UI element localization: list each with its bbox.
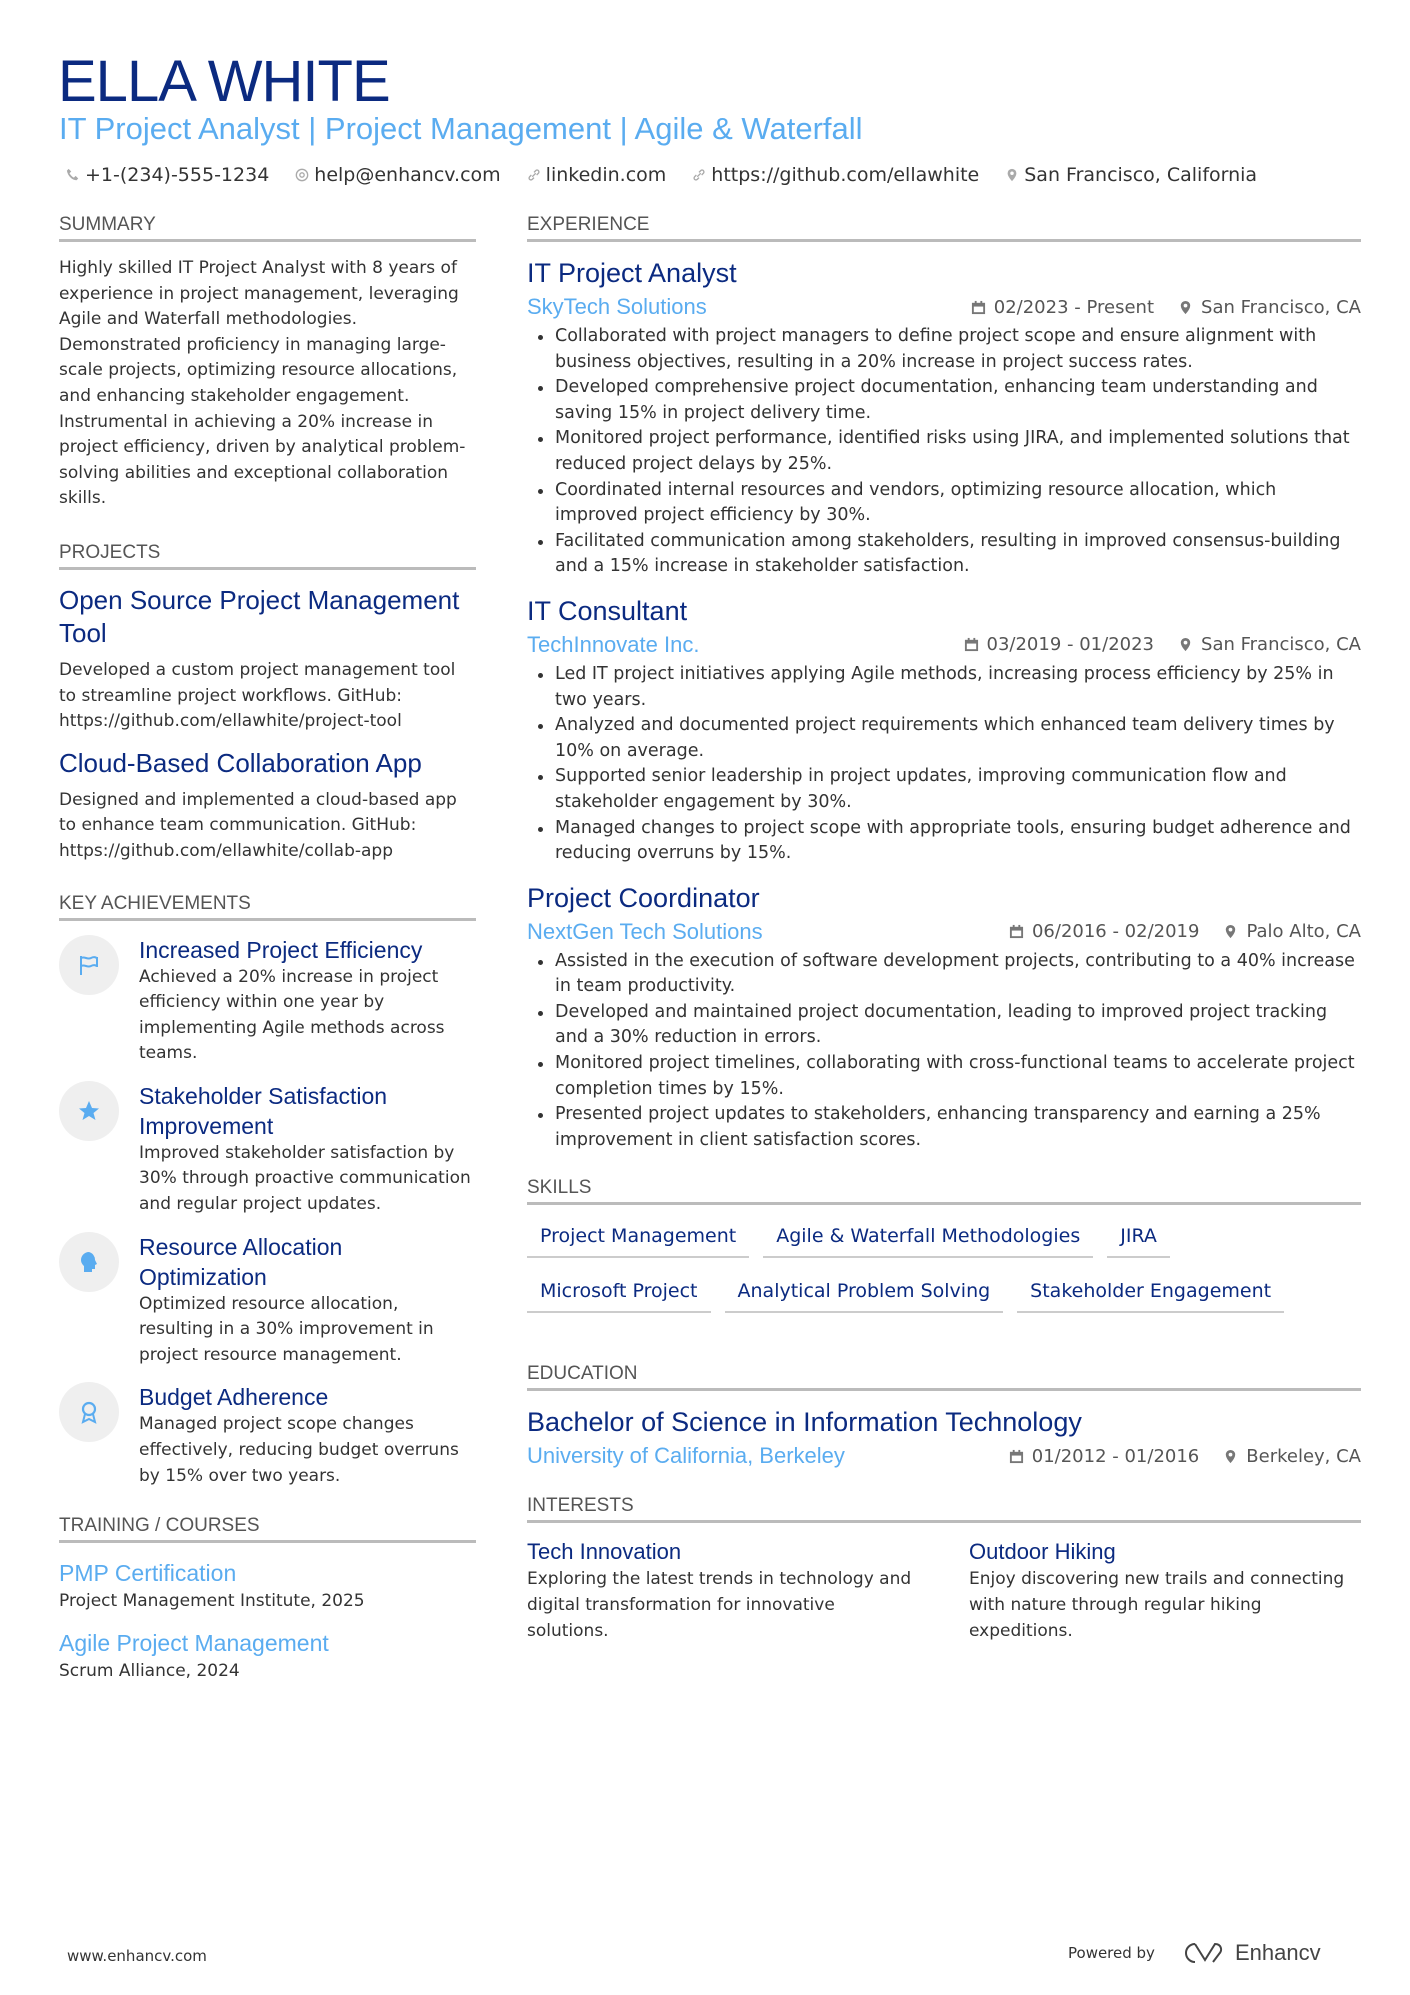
- job-bullet: Assisted in the execution of software development projects, contributing to a 40% increase in team productivity.: [527, 949, 1361, 1000]
- location-pin-icon: [1178, 637, 1193, 652]
- interest-item: [527, 1537, 919, 1644]
- job-bullet: Monitored project timelines, collaborating with cross-functional teams to accelerate project completion times by 15%.: [527, 1051, 1361, 1102]
- location-pin-icon: [1223, 924, 1238, 939]
- skill-tag: Analytical Problem Solving: [725, 1274, 1004, 1313]
- experience-heading: EXPERIENCE: [527, 214, 1361, 242]
- job-bullet: Supported senior leadership in project updates, improving communication flow and stakeholder engagement by 30%.: [527, 764, 1361, 815]
- achievement-title: Stakeholder Satisfaction Improvement: [139, 1082, 388, 1139]
- job-bullets: [527, 324, 1361, 580]
- job-dates: 06/2016 - 02/2019: [1031, 921, 1200, 943]
- training-title: PMP Certification: [59, 1560, 237, 1587]
- project-text: Designed and implemented a cloud-based app to enhance team communication. GitHub: https://github.com/ellawhite/collab-app: [59, 789, 457, 861]
- award-icon: [77, 1400, 101, 1424]
- achievement-item: [59, 1232, 476, 1369]
- job-bullets: [527, 949, 1361, 1154]
- contact-github[interactable]: https://github.com/ellawhite: [692, 164, 979, 186]
- job-location: Palo Alto, CA: [1246, 921, 1361, 943]
- candidate-name: ELLA WHITE: [58, 49, 390, 114]
- company-name: NextGen Tech Solutions: [527, 918, 763, 944]
- interests-list: [527, 1537, 1361, 1644]
- summary-text: Highly skilled IT Project Analyst with 8 years of experience in project management, leveraging Agile and Waterfall methodologies. Demonstrated proficiency in managing large-scale projects, optimizing resource allocations, and enhancing stakeholder engagement. Instrumental in achieving a 20% increase in project efficiency, driven by analytical problem-solving abilities and exceptional collaboration skills.: [59, 258, 466, 509]
- phone-icon: [66, 168, 80, 182]
- achievement-text: Achieved a 20% increase in project efficiency within one year by implementing Agile methods across teams.: [139, 966, 445, 1064]
- achievement-text: Managed project scope changes effectively, reducing budget overruns by 15% over two years.: [139, 1414, 459, 1486]
- summary-heading: SUMMARY: [59, 214, 476, 242]
- achievement-item: [59, 935, 476, 1067]
- job-title: IT Consultant: [527, 595, 688, 626]
- degree: Bachelor of Science in Information Technology: [527, 1407, 1082, 1438]
- interest-text: Exploring the latest trends in technology and digital transformation for innovative solutions.: [527, 1569, 912, 1641]
- job-bullet: Analyzed and documented project requirements which enhanced team delivery times by 10% on average.: [527, 713, 1361, 764]
- interests-heading: INTERESTS: [527, 1495, 1361, 1523]
- projects-heading: PROJECTS: [59, 542, 476, 570]
- achievement-text: Optimized resource allocation, resulting in a 30% improvement in project resource management.: [139, 1293, 434, 1365]
- enhancv-logo-icon: [1181, 1941, 1227, 1965]
- candidate-headline: IT Project Analyst | Project Management | Agile & Waterfall: [59, 111, 863, 146]
- job-bullet: Monitored project performance, identified risks using JIRA, and implemented solutions that reduced project delays by 25%.: [527, 426, 1361, 477]
- job-entry: [527, 594, 1361, 867]
- training-heading: TRAINING / COURSES: [59, 1515, 476, 1543]
- training-item: [59, 1627, 476, 1685]
- skill-tag: Agile & Waterfall Methodologies: [763, 1219, 1093, 1258]
- skill-tag: Project Management: [527, 1219, 749, 1258]
- flag-icon: [77, 953, 101, 977]
- project-item: [59, 584, 476, 735]
- contact-phone: +1-(234)-555-1234: [66, 164, 269, 186]
- job-bullet: Coordinated internal resources and vendors, optimizing resource allocation, which improved project efficiency by 30%.: [527, 478, 1361, 529]
- education-dates: 01/2012 - 01/2016: [1031, 1445, 1200, 1467]
- job-bullet: Developed comprehensive project documentation, enhancing team understanding and saving 15% in project delivery time.: [527, 375, 1361, 426]
- left-column: [59, 214, 476, 1684]
- calendar-icon: [971, 300, 986, 315]
- head-icon: [77, 1250, 101, 1274]
- job-location: San Francisco, CA: [1201, 634, 1361, 656]
- achievement-item: [59, 1382, 476, 1489]
- training-title: Agile Project Management: [59, 1629, 329, 1656]
- contact-linkedin[interactable]: linkedin.com: [527, 164, 667, 186]
- training-item: [59, 1557, 476, 1615]
- company-name: TechInnovate Inc.: [527, 631, 700, 657]
- interest-title: Outdoor Hiking: [969, 1539, 1116, 1565]
- powered-by-label: Powered by: [1068, 1944, 1155, 1962]
- job-entry: [527, 881, 1361, 1154]
- interest-text: Enjoy discovering new trails and connecting with nature through regular hiking expeditions.: [969, 1569, 1345, 1641]
- education-heading: EDUCATION: [527, 1363, 1361, 1391]
- star-icon: [77, 1099, 101, 1123]
- training-text: Scrum Alliance, 2024: [59, 1660, 240, 1681]
- calendar-icon: [1009, 924, 1024, 939]
- skill-tag: JIRA: [1107, 1219, 1170, 1258]
- skill-tag: Microsoft Project: [527, 1274, 711, 1313]
- job-bullet: Developed and maintained project documentation, leading to improved project tracking and a 30% reduction in errors.: [527, 1000, 1361, 1051]
- job-title: Project Coordinator: [527, 882, 760, 913]
- skills-list: [527, 1219, 1361, 1313]
- interest-item: [969, 1537, 1361, 1644]
- contact-location: San Francisco, California: [1005, 164, 1257, 186]
- education-location: Berkeley, CA: [1246, 1445, 1361, 1467]
- project-text: Developed a custom project management tool to streamline project workflows. GitHub: https://github.com/ellawhite/project-tool: [59, 659, 456, 732]
- achievement-title: Resource Allocation Optimization: [139, 1233, 343, 1290]
- education-item: [527, 1405, 1361, 1473]
- achievement-title: Increased Project Efficiency: [139, 936, 423, 963]
- skill-tag: Stakeholder Engagement: [1017, 1274, 1284, 1313]
- job-bullets: [527, 662, 1361, 867]
- achievement-title: Budget Adherence: [139, 1384, 329, 1411]
- skills-heading: SKILLS: [527, 1177, 1361, 1205]
- contact-bar: [66, 164, 1257, 186]
- project-title: Cloud-Based Collaboration App: [59, 747, 422, 778]
- enhancv-logo: [1181, 1940, 1321, 1966]
- job-entry: [527, 256, 1361, 580]
- job-bullet: Collaborated with project managers to define project scope and ensure alignment with business objectives, resulting in a 20% increase in project success rates.: [527, 324, 1361, 375]
- job-dates: 02/2023 - Present: [993, 296, 1155, 318]
- job-bullet: Led IT project initiatives applying Agile methods, increasing process efficiency by 25% in two years.: [527, 662, 1361, 713]
- interest-title: Tech Innovation: [527, 1539, 682, 1565]
- link-icon: [692, 168, 706, 182]
- company-name: SkyTech Solutions: [527, 294, 707, 319]
- location-pin-icon: [1178, 300, 1193, 315]
- achievement-text: Improved stakeholder satisfaction by 30% through proactive communication and regular project updates.: [139, 1142, 471, 1215]
- job-bullet: Presented project updates to stakeholders, enhancing transparency and earning a 25% improvement in client satisfaction scores.: [527, 1102, 1361, 1153]
- calendar-icon: [1009, 1449, 1024, 1464]
- job-title: IT Project Analyst: [527, 258, 737, 288]
- job-bullet: Managed changes to project scope with appropriate tools, ensuring budget adherence and reducing overruns by 15%.: [527, 816, 1361, 867]
- right-column: [527, 214, 1361, 1644]
- footer-powered: [1068, 1940, 1321, 1966]
- job-bullet: Facilitated communication among stakeholders, resulting in improved consensus-building and a 15% increase in stakeholder satisfaction.: [527, 529, 1361, 580]
- project-title: Open Source Project Management Tool: [59, 584, 460, 648]
- job-dates: 03/2019 - 01/2023: [986, 634, 1155, 656]
- location-pin-icon: [1005, 168, 1019, 182]
- training-text: Project Management Institute, 2025: [59, 1591, 365, 1612]
- location-pin-icon: [1223, 1449, 1238, 1464]
- achievements-heading: KEY ACHIEVEMENTS: [59, 893, 476, 921]
- brand-name: Enhancv: [1234, 1940, 1321, 1965]
- contact-email[interactable]: help@enhancv.com: [295, 164, 500, 186]
- at-icon: [295, 168, 309, 182]
- footer-website[interactable]: www.enhancv.com: [67, 1947, 207, 1965]
- project-item: [59, 747, 476, 865]
- school: University of California, Berkeley: [527, 1443, 845, 1469]
- achievement-item: [59, 1081, 476, 1218]
- job-location: San Francisco, CA: [1201, 296, 1361, 318]
- calendar-icon: [964, 637, 979, 652]
- link-icon: [527, 168, 541, 182]
